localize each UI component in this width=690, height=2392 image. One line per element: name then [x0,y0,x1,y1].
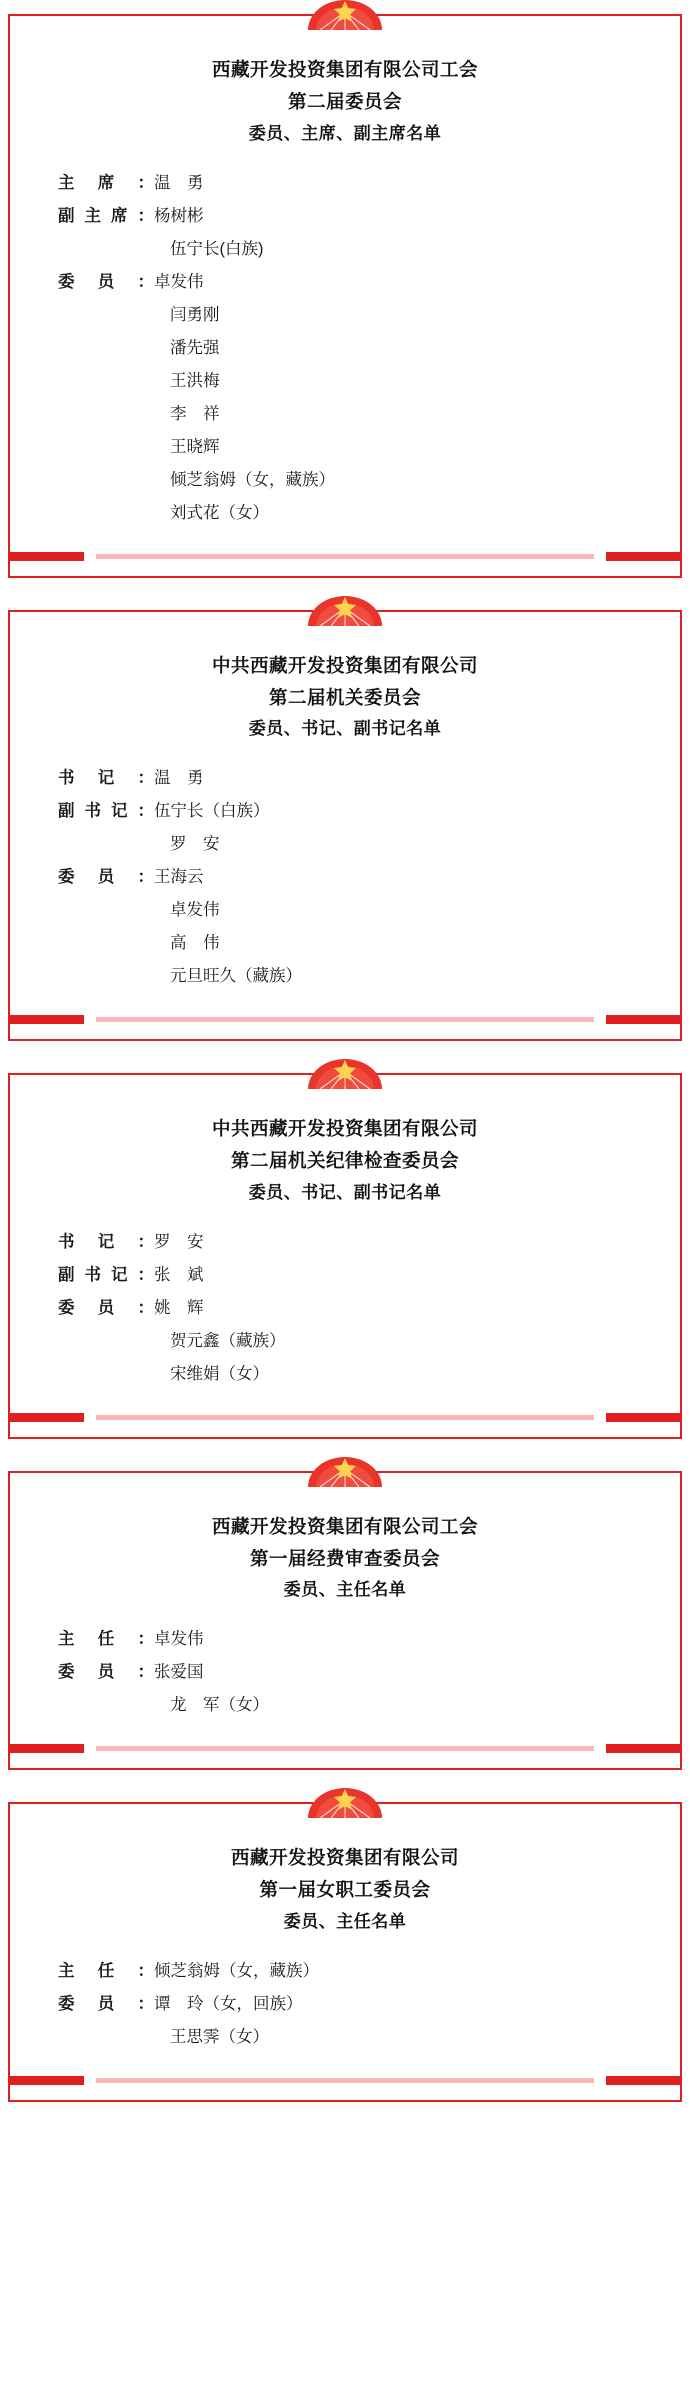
card-title-line: 西藏开发投资集团有限公司 [230,1847,459,1868]
roster-member-name: 闫勇刚 [170,305,220,324]
roster-card [8,596,682,1042]
card-footer-decoration [10,1411,680,1427]
roster-member-name: 张爱国 [154,1663,204,1681]
roster-member-name: 高 伟 [170,934,220,952]
roster-member-name: 元旦旺久（藏族） [170,967,302,985]
decorative-bar [96,554,594,559]
roster-card [8,1457,682,1771]
roster-row [58,960,654,993]
roster-row [58,332,654,365]
roster-row [58,1259,654,1292]
roster-role-label: 委 员 ： [58,868,154,886]
roster-member-name: 贺元鑫（藏族） [170,1331,286,1350]
roster-row [58,2021,654,2054]
roster-member-name: 刘式花（女） [170,503,269,522]
card-title-line: 委员、主席、副主席名单 [248,123,442,143]
roster-member-name: 卓发伟 [154,272,204,291]
roster-role-label: 委 员 ： [58,1994,154,2013]
roster-row [58,233,654,266]
roster-member-name: 杨树彬 [154,206,204,225]
roster-list [36,1222,654,1397]
roster-member-name: 潘先强 [170,338,220,357]
roster-member-name: 张 斌 [154,1265,204,1284]
roster-row [58,1689,654,1722]
roster-list [36,163,654,536]
roster-row [58,464,654,497]
roster-member-name: 卓发伟 [154,1630,204,1648]
card-title-line: 第一届经费审查委员会 [249,1547,440,1569]
card-title-line: 西藏开发投资集团有限公司工会 [211,1515,478,1537]
card-footer-decoration [10,1013,680,1029]
roster-member-name: 王洪梅 [170,371,220,390]
roster-role-label: 副 主 席 ： [58,206,154,225]
card-title-line: 委员、书记、副书记名单 [248,1182,442,1202]
decorative-bar [10,1413,84,1422]
roster-card-body [8,610,682,1042]
card-title-block [36,1511,654,1606]
roster-member-name: 温 勇 [154,173,204,192]
roster-member-name: 李 祥 [170,404,220,423]
roster-row [58,1226,654,1259]
card-title-line: 委员、主任名单 [283,1580,407,1600]
roster-member-name: 温 勇 [154,769,204,787]
roster-role-label: 副 书 记 ： [58,802,154,820]
card-footer-decoration [10,1742,680,1758]
roster-row [58,1325,654,1358]
card-title-line: 第一届女职工委员会 [259,1879,431,1901]
roster-member-name: 宋维娟（女） [170,1364,269,1383]
roster-member-name: 罗 安 [154,1232,204,1251]
card-title-line: 委员、主任名单 [283,1911,407,1931]
roster-member-name: 伍宁长（白族） [154,802,270,820]
roster-row [58,1988,654,2021]
card-title-block [36,1113,654,1208]
roster-role-label: 委 员 ： [58,1663,154,1681]
roster-row [58,1623,654,1656]
roster-row [58,1955,654,1988]
roster-row [58,200,654,233]
roster-row [58,167,654,200]
decorative-bar [96,1017,594,1022]
card-title-block [36,1842,654,1937]
card-title-block [36,54,654,149]
roster-list [36,1619,654,1728]
card-title-line: 西藏开发投资集团有限公司工会 [211,59,478,80]
roster-row [58,431,654,464]
decorative-bar [606,1744,680,1753]
roster-role-label: 副 书 记 ： [58,1265,154,1284]
roster-member-name: 王海云 [154,868,204,886]
roster-list [36,1951,654,2060]
roster-role-label: 委 员 ： [58,272,154,291]
roster-member-name: 罗 安 [170,835,220,853]
decorative-bar [606,1413,680,1422]
cards-container [8,0,682,2102]
decorative-bar [606,2076,680,2085]
roster-row [58,1358,654,1391]
roster-row [58,1656,654,1689]
card-footer-decoration [10,550,680,566]
decorative-bar [96,1746,594,1751]
roster-row [58,762,654,795]
roster-member-name: 卓发伟 [170,901,220,919]
roster-card [8,1059,682,1439]
roster-row [58,894,654,927]
roster-row [58,299,654,332]
roster-role-label: 主 任 ： [58,1961,154,1980]
roster-member-name: 伍宁长(白族) [170,239,264,258]
roster-role-label: 书 记 ： [58,769,154,787]
decorative-bar [606,1015,680,1024]
card-title-block [36,650,654,745]
roster-card-body [8,1802,682,2102]
card-footer-decoration [10,2074,680,2090]
roster-row [58,497,654,530]
roster-member-name: 姚 辉 [154,1298,204,1317]
decorative-bar [96,2078,594,2083]
decorative-bar [96,1415,594,1420]
decorative-bar [10,552,84,561]
roster-row [58,828,654,861]
roster-role-label: 委 员 ： [58,1298,154,1317]
card-title-line: 委员、书记、副书记名单 [248,719,442,739]
roster-card [8,0,682,578]
decorative-bar [10,1015,84,1024]
roster-role-label: 书 记 ： [58,1232,154,1251]
roster-card-body [8,1073,682,1439]
roster-member-name: 倾芝翁姆（女，藏族） [170,470,335,489]
decorative-bar [10,1744,84,1753]
roster-row [58,927,654,960]
roster-row [58,266,654,299]
card-title-line: 第二届机关委员会 [268,686,421,708]
roster-card-body [8,1471,682,1771]
card-title-line: 中共西藏开发投资集团有限公司 [211,1118,478,1139]
roster-row [58,1292,654,1325]
decorative-bar [10,2076,84,2085]
roster-role-label: 主 席 ： [58,173,154,192]
roster-row [58,795,654,828]
card-title-line: 第二届委员会 [287,91,402,113]
roster-role-label: 主 任 ： [58,1630,154,1648]
roster-member-name: 谭 玲（女，回族） [154,1994,303,2013]
card-title-line: 中共西藏开发投资集团有限公司 [211,654,478,676]
card-title-line: 第二届机关纪律检查委员会 [230,1150,459,1172]
roster-row [58,861,654,894]
roster-member-name: 倾芝翁姆（女，藏族） [154,1961,319,1980]
roster-member-name: 龙 军（女） [170,1696,269,1714]
roster-card [8,1788,682,2102]
decorative-bar [606,552,680,561]
roster-row [58,398,654,431]
roster-member-name: 王思霁（女） [170,2027,269,2046]
roster-member-name: 王晓辉 [170,437,220,456]
roster-card-body [8,14,682,578]
roster-list [36,758,654,999]
roster-row [58,365,654,398]
